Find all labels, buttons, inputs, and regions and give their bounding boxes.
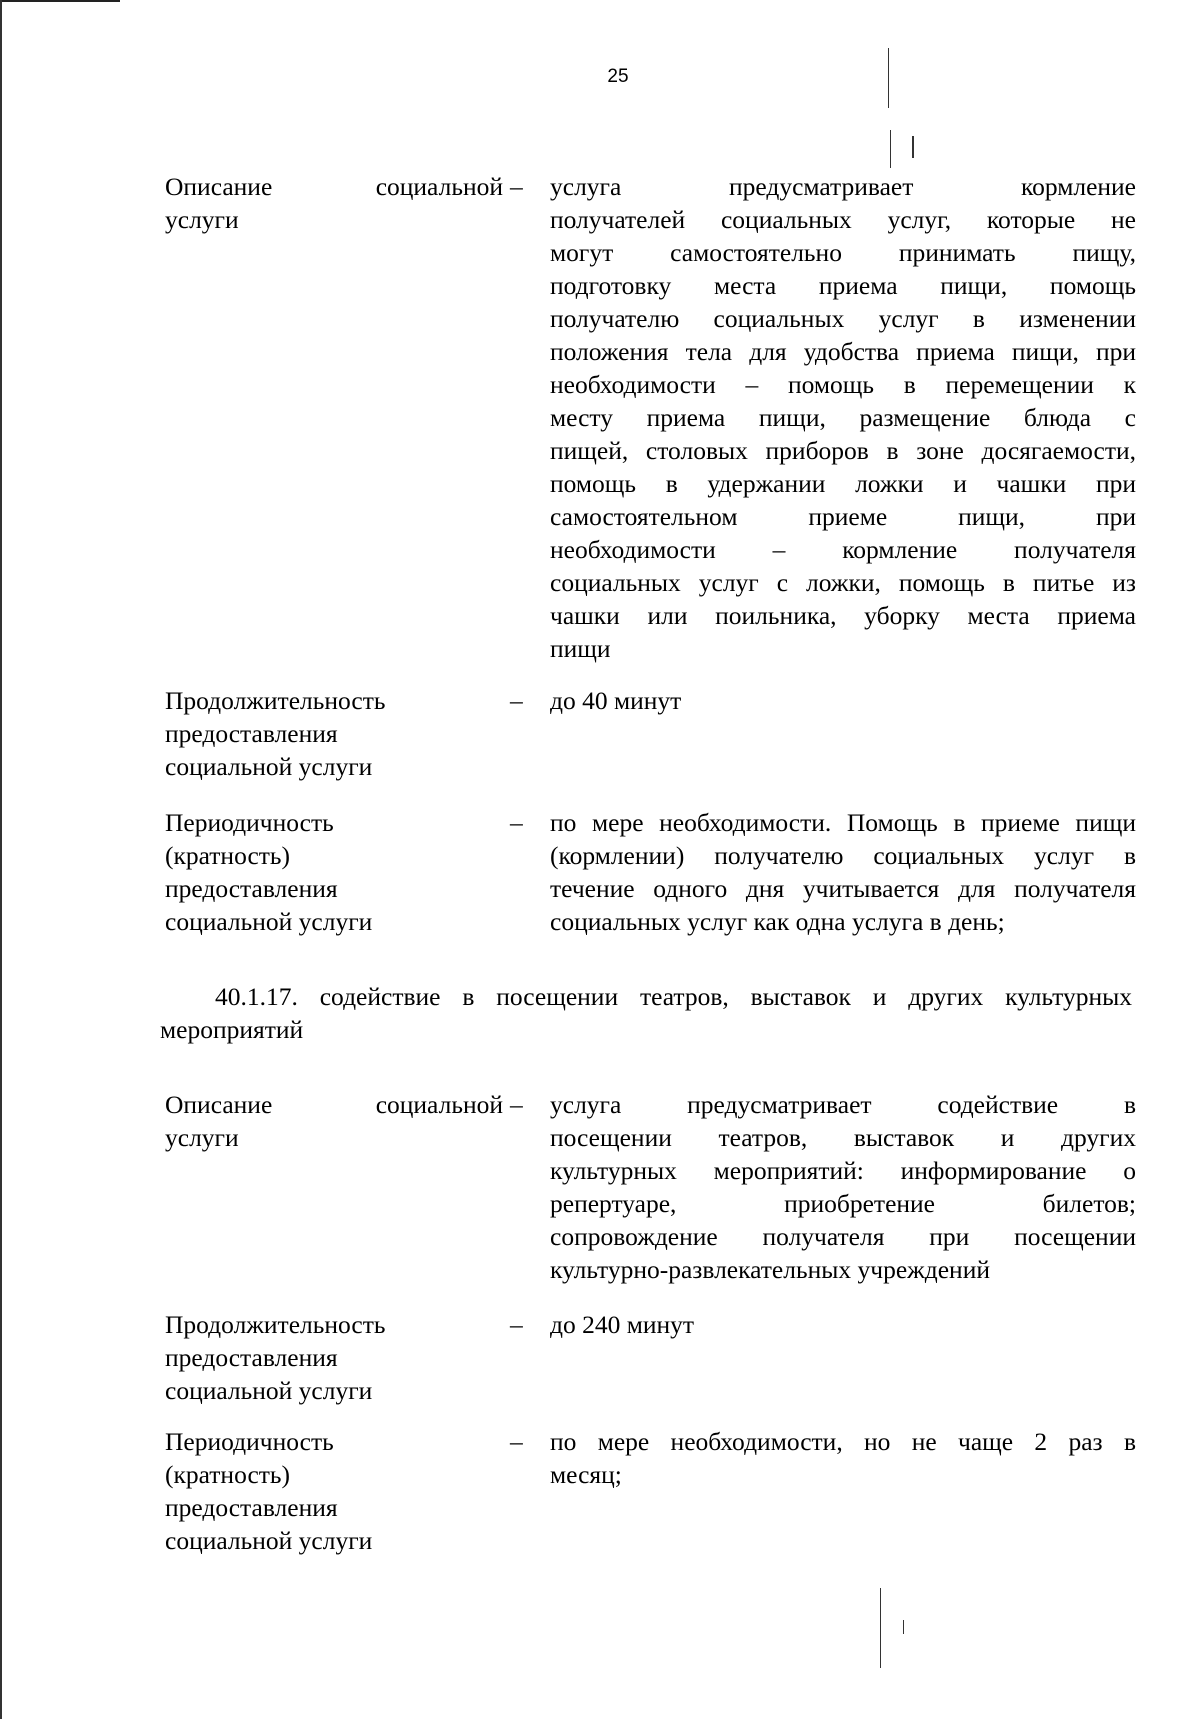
label-line: (кратность) (165, 841, 291, 870)
label-line: предоставления (165, 874, 338, 903)
label-line: предоставления (165, 1493, 338, 1522)
label-line: Периодичность (165, 808, 334, 837)
description-line: пищи (550, 634, 611, 663)
label-line: социальной услуги (165, 907, 373, 936)
label-word: социальной (375, 1090, 503, 1119)
scan-artifact (890, 130, 891, 168)
description-text (550, 170, 1136, 665)
description-line: услуга предусматривает кормление (550, 172, 1136, 201)
scan-artifact (903, 1620, 904, 1634)
label-line: Продолжительность (165, 1310, 386, 1339)
row-label (165, 684, 497, 783)
description-line: получателей социальных услуг, которые не (550, 205, 1136, 234)
label-line: социальной услуги (165, 1376, 373, 1405)
description-line: необходимости – помощь в перемещении к (550, 370, 1136, 399)
dash: – (510, 1090, 523, 1119)
periodicity-line: течение одного дня учитывается для получателя (550, 874, 1136, 903)
dash: – (510, 808, 523, 837)
description-line: необходимости – кормление получателя (550, 535, 1136, 564)
description-line: положения тела для удобства приема пищи, при (550, 337, 1136, 366)
periodicity-line: по мере необходимости, но не чаще 2 раз в (550, 1427, 1136, 1456)
duration-value: до 240 минут (550, 1310, 695, 1339)
description-line: помощь в удержании ложки и чашки при (550, 469, 1136, 498)
periodicity-value (550, 1425, 1136, 1491)
label-line: предоставления (165, 719, 338, 748)
row-label (165, 170, 503, 236)
label-line: услуги (165, 1123, 239, 1152)
dash: – (510, 1310, 523, 1339)
dash: – (510, 1427, 523, 1456)
label-line: Периодичность (165, 1427, 334, 1456)
row-label (165, 1425, 497, 1557)
description-line: посещении театров, выставок и других (550, 1123, 1136, 1152)
dash: – (510, 686, 523, 715)
scan-artifact (880, 1588, 881, 1668)
description-line: могут самостоятельно принимать пищу, (550, 238, 1136, 267)
scan-edge-top (0, 0, 120, 2)
periodicity-line: социальных услуг как одна услуга в день; (550, 907, 1005, 936)
periodicity-line: (кормлении) получателю социальных услуг в (550, 841, 1136, 870)
dash: – (510, 172, 523, 201)
description-line: получателю социальных услуг в изменении (550, 304, 1136, 333)
description-line: социальных услуг с ложки, помощь в питье из (550, 568, 1136, 597)
section-heading-line: 40.1.17. содействие в посещении театров, выставок и других культурных (215, 982, 1132, 1011)
description-line: услуга предусматривает содействие в (550, 1090, 1136, 1119)
row-label (165, 806, 497, 938)
description-line: месту приема пищи, размещение блюда с (550, 403, 1136, 432)
duration-value: до 40 минут (550, 686, 682, 715)
description-line: чашки или поильника, уборку места приема (550, 601, 1136, 630)
label-line: предоставления (165, 1343, 338, 1372)
description-line: культурных мероприятий: информирование о (550, 1156, 1136, 1185)
description-line: пищей, столовых приборов в зоне досягаемости, (550, 436, 1136, 465)
row-label (165, 1088, 503, 1154)
description-line: репертуаре, приобретение билетов; (550, 1189, 1136, 1218)
section-heading (160, 980, 1132, 1046)
description-line: сопровождение получателя при посещении (550, 1222, 1136, 1251)
label-line: Продолжительность (165, 686, 386, 715)
scan-edge-left (0, 0, 2, 1719)
description-line: самостоятельном приеме пищи, при (550, 502, 1136, 531)
label-word: социальной (375, 172, 503, 201)
description-lines (550, 170, 1136, 665)
label-word: Описание (165, 172, 273, 201)
description-line: культурно-развлекательных учреждений (550, 1255, 990, 1284)
scan-artifact (912, 136, 914, 158)
description-line: подготовку места приема пищи, помощь (550, 271, 1136, 300)
page-number: 25 (607, 66, 629, 87)
section-heading-line: мероприятий (160, 1015, 304, 1044)
periodicity-line: по мере необходимости. Помощь в приеме пищи (550, 808, 1136, 837)
row-label (165, 1308, 497, 1407)
description-text (550, 1088, 1136, 1286)
label-line: (кратность) (165, 1460, 291, 1489)
label-word: Описание (165, 1090, 273, 1119)
label-line: социальной услуги (165, 752, 373, 781)
periodicity-value (550, 806, 1136, 938)
label-line: социальной услуги (165, 1526, 373, 1555)
periodicity-line: месяц; (550, 1460, 622, 1489)
label-line: услуги (165, 205, 239, 234)
